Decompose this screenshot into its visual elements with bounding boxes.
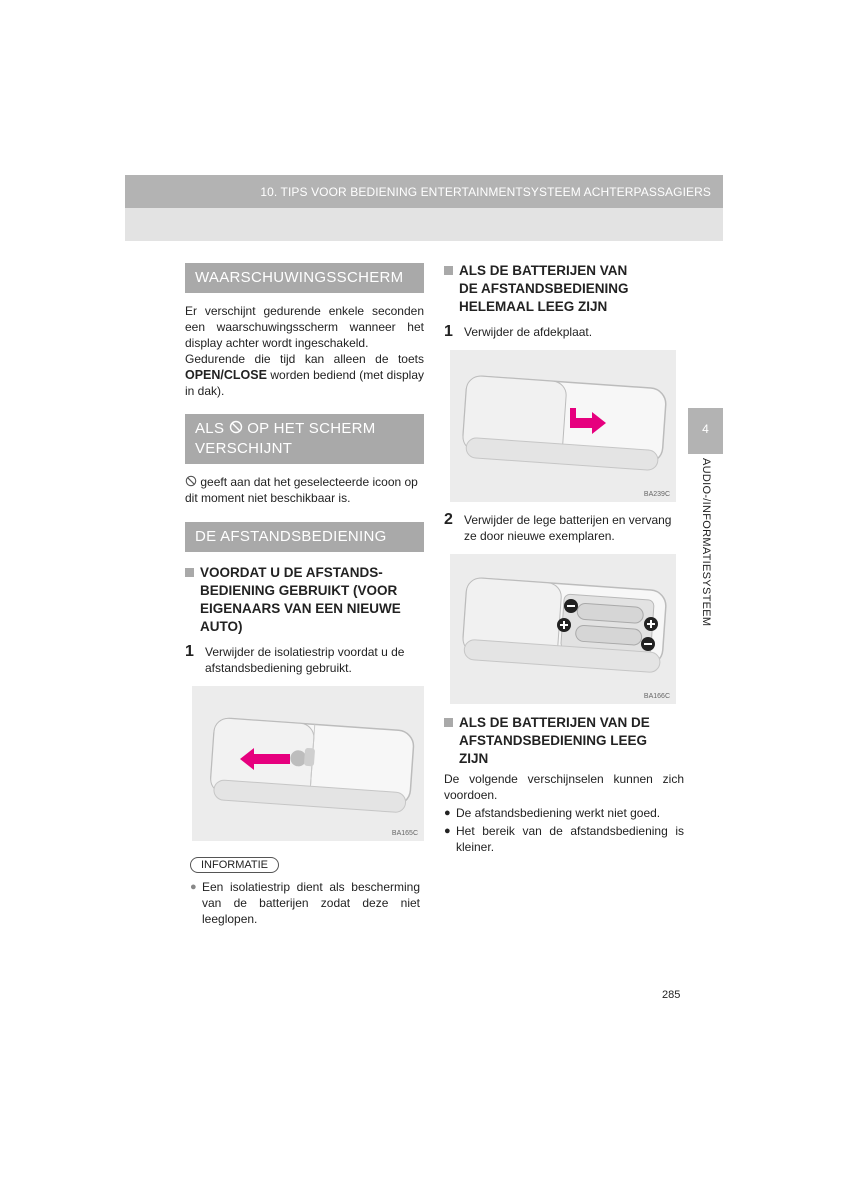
step-2-replace-batteries	[444, 512, 684, 544]
figure-replace-batteries	[450, 554, 676, 704]
page-number: 285	[662, 989, 681, 1001]
sub3-line-1: ALS DE BATTERIJEN VAN DE	[459, 715, 650, 730]
subsection-batteries-empty	[444, 262, 684, 316]
unavailable-description: geeft aan dat het geselecteerde icoon op dit moment niet beschikbaar is.	[185, 475, 418, 505]
warning-text-2	[185, 351, 424, 399]
sub1-line-1: VOORDAT U DE AFSTANDS-	[200, 565, 383, 580]
unavailable-icon	[185, 475, 197, 487]
bullet-icon: ●	[444, 807, 451, 819]
remote-cover-illustration	[450, 350, 676, 502]
right-column	[444, 262, 684, 855]
sub3-line-3: ZIJN	[459, 751, 489, 766]
warning-text-2b: worden bediend (met display in dak).	[185, 368, 424, 398]
bullet-icon: ●	[444, 825, 451, 837]
bullet-icon: ●	[190, 881, 197, 893]
unavailable-icon	[229, 420, 243, 434]
step-text: Verwijder de lege batterijen en vervang ze door nieuwe exemplaren.	[464, 513, 672, 543]
step-1-remove-cover	[444, 324, 684, 340]
sub2-line-3: HELEMAAL LEEG ZIJN	[459, 299, 608, 314]
information-text: Een isolatiestrip dient als bescherming van de batterijen zodat deze niet leeglopen.	[202, 880, 420, 926]
figure-remove-cover	[450, 350, 676, 502]
figure-remove-strip	[192, 686, 424, 841]
warning-text-2a: Gedurende die tijd kan alleen de toets	[185, 352, 424, 366]
chapter-tab-label	[691, 458, 721, 638]
remote-batteries-illustration	[450, 554, 676, 704]
information-item	[190, 879, 424, 927]
sub3-line-2: AFSTANDSBEDIENING LEEG	[459, 733, 648, 748]
symptoms-intro: De volgende verschijnselen kunnen zich voordoen.	[444, 772, 684, 802]
section-title-remote: DE AFSTANDSBEDIENING	[185, 522, 424, 552]
sub2-line-1: ALS DE BATTERIJEN VAN	[459, 263, 628, 278]
figure-code: BA165C	[391, 830, 418, 837]
open-close-key: OPEN/CLOSE	[185, 368, 267, 382]
square-bullet-icon	[444, 718, 453, 727]
figure-code: BA239C	[643, 491, 670, 498]
square-bullet-icon	[444, 266, 453, 275]
symptom-item	[444, 805, 684, 821]
sub1-line-4: AUTO)	[200, 619, 243, 634]
symptom-item	[444, 823, 684, 855]
chapter-label: AUDIO-/INFORMATIESYSTEEM	[700, 458, 712, 627]
step-1-remove-strip	[185, 644, 424, 676]
subsection-before-use	[185, 564, 424, 636]
sub1-line-3: EIGENAARS VAN EEN NIEUWE	[200, 601, 401, 616]
warning-text: Er verschijnt gedurende enkele seconden een waarschuwingsscherm wanneer het display achter wordt ingeschakeld.	[185, 304, 424, 350]
figure-code: BA166C	[643, 693, 670, 700]
step-text: Verwijder de isolatiestrip voordat u de afstandsbediening gebruikt.	[205, 645, 405, 675]
remote-strip-illustration	[192, 686, 424, 841]
square-bullet-icon	[185, 568, 194, 577]
section-title-unavailable	[185, 414, 424, 464]
header-band	[125, 175, 723, 208]
subsection-batteries-low	[444, 714, 684, 768]
page-header	[125, 175, 723, 241]
section-title-unavailable-a: ALS	[195, 420, 225, 437]
chapter-tab[interactable]	[688, 408, 723, 454]
chapter-title: 10. TIPS VOOR BEDIENING ENTERTAINMENTSYSTEEM ACHTERPASSAGIERS	[260, 185, 711, 199]
sub2-line-2: DE AFSTANDSBEDIENING	[459, 281, 629, 296]
section-title-warning: WAARSCHUWINGSSCHERM	[185, 263, 424, 293]
section-title-unavailable-b: OP HET SCHERM VERSCHIJNT	[195, 420, 376, 457]
chapter-number: 4	[702, 422, 709, 436]
information-box	[190, 855, 424, 927]
symptom-text: De afstandsbediening werkt niet goed.	[456, 806, 661, 820]
information-label: INFORMATIE	[190, 857, 279, 873]
symptom-text: Het bereik van de afstandsbediening is kleiner.	[456, 824, 684, 854]
sub1-line-2: BEDIENING GEBRUIKT (VOOR	[200, 583, 398, 598]
step-number: 2	[444, 511, 453, 528]
step-number: 1	[444, 323, 453, 340]
step-number: 1	[185, 643, 194, 660]
unavailable-text	[185, 474, 424, 506]
step-text: Verwijder de afdekplaat.	[464, 325, 593, 339]
left-column	[185, 263, 424, 927]
